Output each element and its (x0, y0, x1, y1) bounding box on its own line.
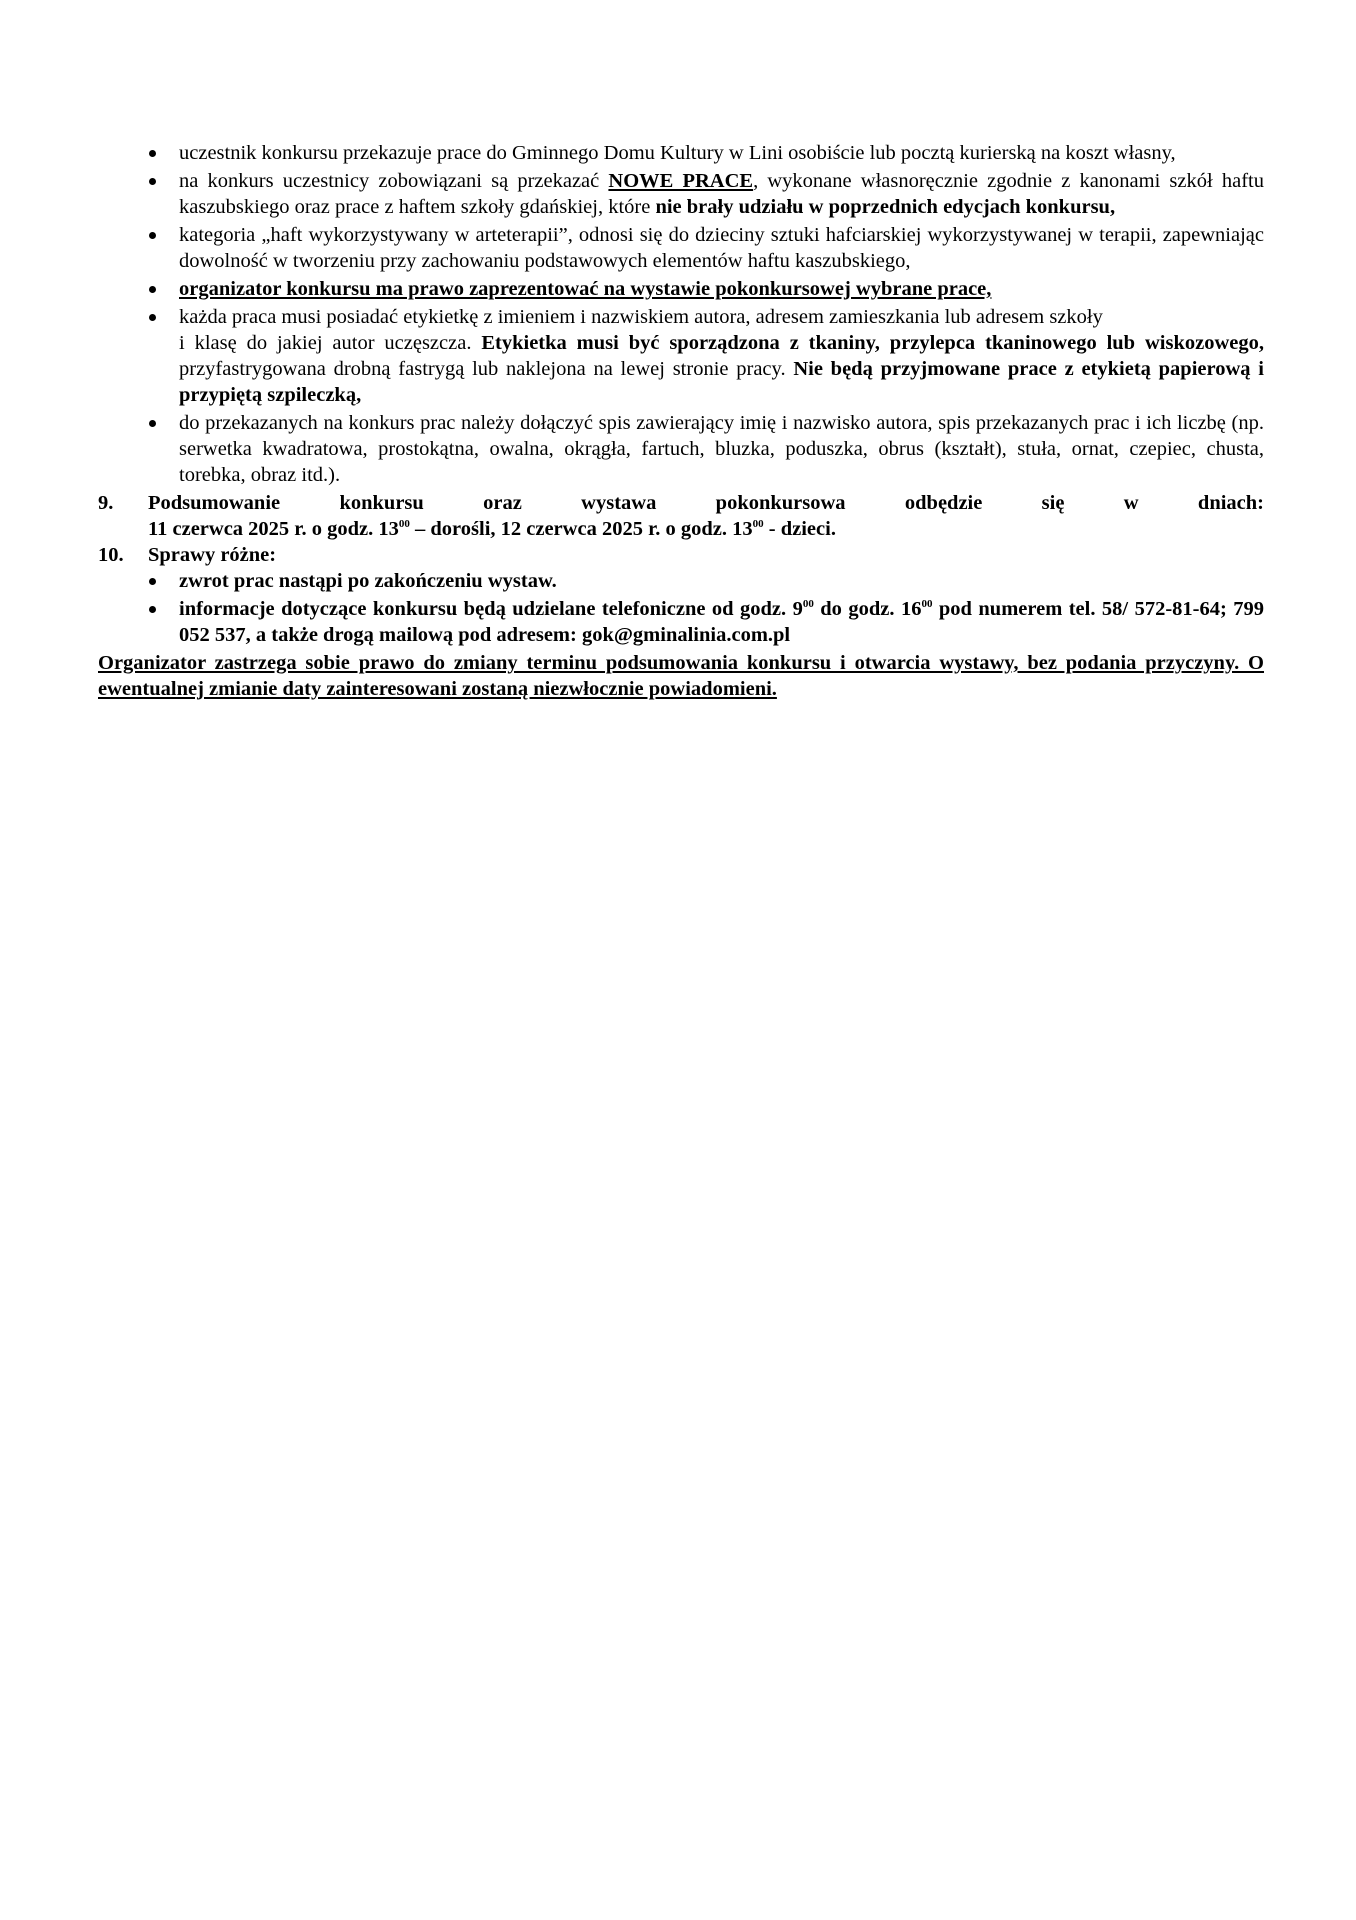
bullet-icon (149, 606, 156, 613)
section-9-tail: - dzieci. (763, 518, 836, 540)
list-item (98, 168, 1264, 220)
bullet-icon (149, 286, 156, 293)
contact-hours-to: do godz. 16 (813, 598, 922, 620)
list-item-text: NOWE PRACE (608, 170, 754, 192)
list-item (98, 596, 1264, 648)
section-10-bullet-list (98, 568, 1264, 648)
section-number: 9. (98, 492, 114, 514)
organizer-note: Organizator zastrzega sobie prawo do zmiany terminu podsumowania konkursu i otwarcia wystawy, bez podania przyczyny. O ewentualnej zmianie daty zainteresowani zostaną niezwłocznie powiadomieni. (98, 652, 1264, 700)
contact-info (179, 598, 1264, 646)
list-item (98, 304, 1264, 408)
bullet-icon (149, 150, 156, 157)
list-item (98, 276, 1264, 302)
section-number: 10. (98, 544, 124, 566)
list-item (98, 140, 1264, 166)
document-content (98, 140, 1264, 702)
section-10-heading: Sprawy różne: (148, 544, 277, 566)
bullet-icon (149, 178, 156, 185)
time-superscript: 00 (752, 518, 764, 530)
rules-bullet-list (98, 140, 1264, 488)
list-item-text: uczestnik konkursu przekazuje prace do Gminnego Domu Kultury w Lini osobiście lub pocztą kurierską na koszt własny, (179, 142, 1176, 164)
list-item-text: na konkurs uczestnicy zobowiązani są przekazać (179, 170, 609, 192)
list-item (98, 410, 1264, 488)
list-item-text: nie brały udziału w poprzednich edycjach konkursu, (655, 196, 1116, 218)
section-9-line-1: Podsumowanie konkursu oraz wystawa pokonkursowa odbędzie się w dniach: (148, 492, 1264, 514)
bullet-icon (149, 314, 156, 321)
list-item-text: Etykietka musi być sporządzona z tkaniny, przylepca tkaninowego lub wiskozowego, (481, 332, 1264, 354)
section-9 (98, 490, 1264, 542)
list-item-text: , wykonane własnoręcznie zgodnie z kanonami szkół haftu kaszubskiego oraz prace z haftem szkoły gdańskiej, które (179, 170, 1264, 218)
bullet-icon (149, 578, 156, 585)
time-superscript: 00 (802, 598, 814, 610)
list-item-text: każda praca musi posiadać etykietkę z imieniem i nazwiskiem autora, adresem zamieszkania lub adresem szkoły (179, 306, 1103, 328)
contact-hours-from: informacje dotyczące konkursu będą udzielane telefoniczne od godz. 9 (179, 598, 803, 620)
list-item-text: do przekazanych na konkurs prac należy dołączyć spis zawierający imię i nazwisko autora, spis przekazanych prac i ich liczbę (np. serwetka kwadratowa, prostokątna, owalna, okrągła, fartuch, bluzka, poduszka, obrus (kształt), stuła, ornat, czepiec, chusta, torebka, obraz itd.). (179, 412, 1264, 486)
list-item (98, 568, 1264, 594)
section-9-date-adults: 11 czerwca 2025 r. o godz. 13 (148, 518, 399, 540)
list-item-text: i klasę do jakiej autor uczęszcza. (179, 332, 482, 354)
section-10 (98, 542, 1264, 568)
list-item-text: przyfastrygowana drobną fastrygą lub naklejona na lewej stronie pracy. (179, 358, 794, 380)
contact-phone-email: pod numerem tel. 58/ 572-81-64; 799 052 537, a także drogą mailową pod adresem: gok@gminalinia.com.pl (179, 598, 1264, 646)
time-superscript: 00 (398, 518, 410, 530)
list-item (98, 222, 1264, 274)
section-9-date-children: – dorośli, 12 czerwca 2025 r. o godz. 13 (409, 518, 753, 540)
list-item-text: Nie będą przyjmowane prace z etykietą papierową i przypiętą szpileczką, (179, 358, 1264, 406)
list-item-text: kategoria „haft wykorzystywany w arteterapii”, odnosi się do dzieciny sztuki hafciarskiej wykorzystywanej w terapii, zapewniając dowolność w tworzeniu przy zachowaniu podstawowych elementów haftu kaszubskiego, (179, 224, 1264, 272)
bullet-icon (149, 420, 156, 427)
list-item-text: organizator konkursu ma prawo zaprezentować na wystawie pokonkursowej wybrane prace, (179, 278, 992, 300)
time-superscript: 00 (921, 598, 933, 610)
section-9-line-2 (148, 516, 1264, 542)
return-info: zwrot prac nastąpi po zakończeniu wystaw. (179, 570, 557, 592)
bullet-icon (149, 232, 156, 239)
